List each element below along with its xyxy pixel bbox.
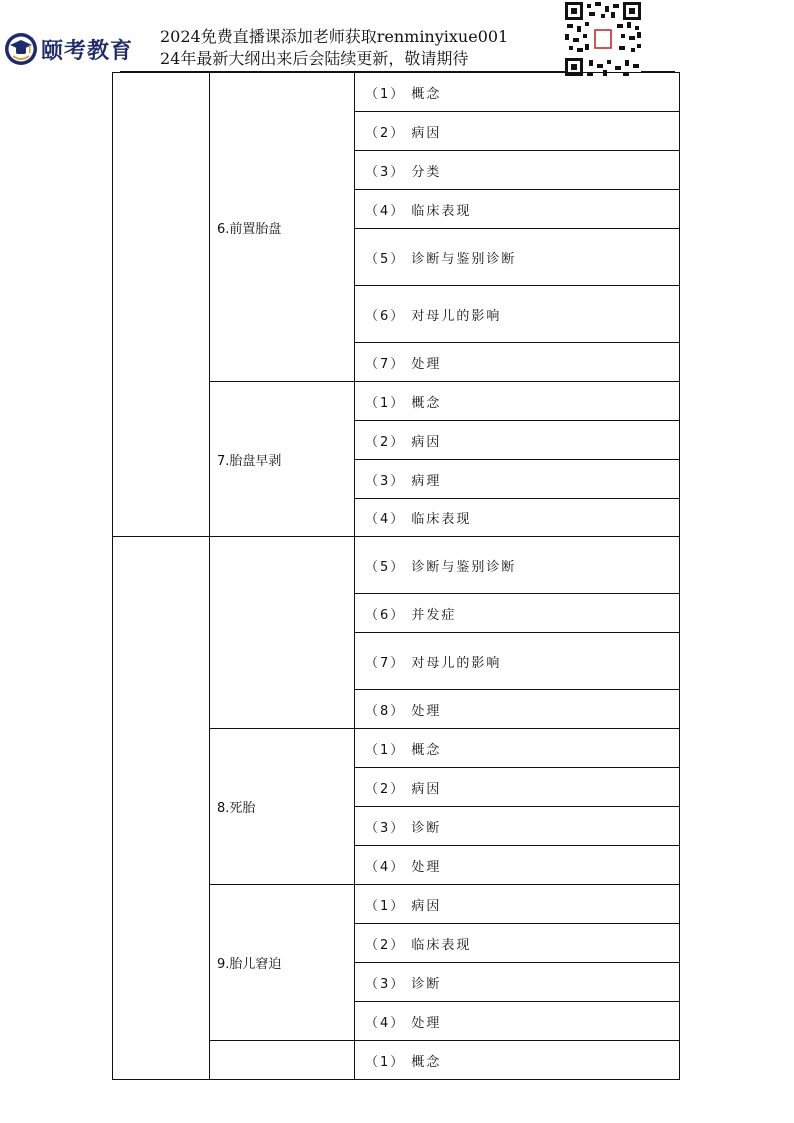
brand-name: 颐考教育 — [41, 38, 134, 64]
qr-code-icon — [565, 2, 641, 76]
item-cell: （8） 处理 — [355, 690, 680, 729]
item-cell: （1） 概念 — [355, 73, 680, 112]
item-cell: （1） 概念 — [355, 1041, 680, 1080]
topic-cell — [210, 1041, 355, 1080]
item-cell: （2） 病因 — [355, 421, 680, 460]
item-cell: （4） 处理 — [355, 846, 680, 885]
item-cell: （5） 诊断与鉴别诊断 — [355, 229, 680, 286]
syllabus-table — [112, 72, 680, 1080]
promo-text — [160, 26, 508, 70]
promo-line-2: 24年最新大纲出来后会陆续更新，敬请期待 — [160, 49, 469, 68]
item-cell: （5） 诊断与鉴别诊断 — [355, 537, 680, 594]
table-row — [113, 537, 680, 594]
item-cell: （4） 处理 — [355, 1002, 680, 1041]
item-cell: （2） 临床表现 — [355, 924, 680, 963]
item-cell: （4） 临床表现 — [355, 190, 680, 229]
item-cell: （2） 病因 — [355, 112, 680, 151]
topic-cell: 7.胎盘早剥 — [210, 382, 355, 537]
item-cell: （3） 分类 — [355, 151, 680, 190]
item-cell: （1） 病因 — [355, 885, 680, 924]
item-cell: （6） 并发症 — [355, 594, 680, 633]
table-row — [113, 73, 680, 112]
topic-cell: 9.胎儿窘迫 — [210, 885, 355, 1041]
topic-cell: 8.死胎 — [210, 729, 355, 885]
item-cell: （1） 概念 — [355, 382, 680, 421]
topic-cell-continued — [210, 537, 355, 729]
chapter-cell — [113, 537, 210, 1080]
item-cell: （3） 诊断 — [355, 963, 680, 1002]
item-cell: （7） 处理 — [355, 343, 680, 382]
item-cell: （6） 对母儿的影响 — [355, 286, 680, 343]
item-cell: （7） 对母儿的影响 — [355, 633, 680, 690]
item-cell: （3） 病理 — [355, 460, 680, 499]
brand-logo — [4, 32, 133, 66]
chapter-cell — [113, 73, 210, 537]
page-header — [0, 0, 794, 80]
item-cell: （3） 诊断 — [355, 807, 680, 846]
promo-line-1: 2024免费直播课添加老师获取renminyixue001 — [160, 27, 509, 46]
topic-cell: 6.前置胎盘 — [210, 73, 355, 382]
graduation-cap-logo-icon — [4, 32, 38, 66]
item-cell: （2） 病因 — [355, 768, 680, 807]
item-cell: （1） 概念 — [355, 729, 680, 768]
item-cell: （4） 临床表现 — [355, 499, 680, 537]
